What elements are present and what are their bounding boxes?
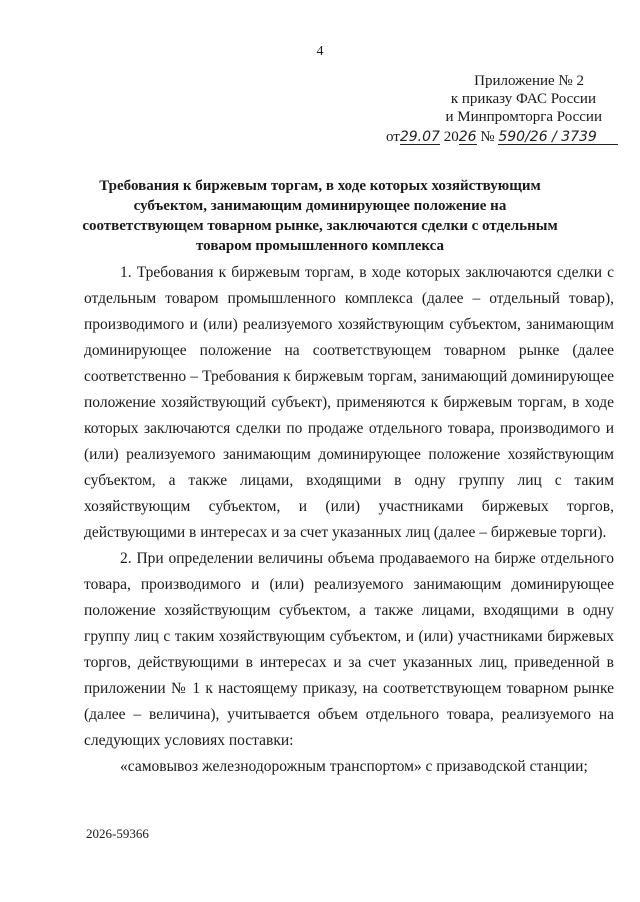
appendix-date-line	[362, 128, 602, 146]
date-prefix: от	[386, 129, 400, 145]
document-body	[84, 260, 614, 780]
document-code: 2026-59366	[86, 826, 149, 841]
document-title: Требования к биржевым торгам, в ходе которых хозяйствующим субъектом, занимающим доминирующее положение на соответствующем товарном рынке, заключаются сделки с отдельным товаром промышленного комплекса	[82, 178, 558, 254]
paragraph-2: 2. При определении величины объема продаваемого на бирже отдельного товара, производимого и (или) реализуемого занимающим доминирующее положение хозяйствующим субъектом, а также лицами, входящими в одну группу лиц с таким хозяйствующим субъектом, и (или) участниками биржевых торгов, действующими в интересах и за счет указанных лиц, приведенной в приложении № 1 к настоящему приказу, на соответствующем товарном рынке (далее – величина), учитывается объем отдельного товара, реализуемого на следующих условиях поставки:	[84, 550, 614, 749]
year-prefix: 20	[443, 129, 459, 145]
appendix-title: Приложение № 2	[474, 73, 584, 89]
number-sign: №	[480, 129, 495, 145]
appendix-header	[362, 72, 602, 146]
handwritten-order-number: 590/26 / 3739	[498, 130, 618, 145]
page-number: 4	[316, 44, 324, 59]
appendix-order-ref: к приказу ФАС России	[450, 91, 596, 107]
appendix-ministry-ref: и Минпромторга России	[445, 109, 602, 125]
handwritten-year: 26	[458, 129, 477, 145]
paragraph-1: 1. Требования к биржевым торгам, в ходе которых заключаются сделки с отдельным товаром промышленного комплекса (далее – отдельный товар), производимого и (или) реализуемого хозяйствующим субъектом, занимающим доминирующее положение на соответствующем товарном рынке (далее соответственно – Требования к биржевым торгам, занимающий доминирующее положение хозяйствующий субъект), применяются к биржевым торгам, в ходе которых заключаются сделки по продаже отдельного товара, производимого и (или) реализуемого занимающим доминирующее положение хозяйствующим субъектом, а также лицами, входящими в одну группу лиц с таким хозяйствующим субъектом, и (или) участниками биржевых торгов, действующими в интересах и за счет указанных лиц (далее – биржевые торги).	[84, 264, 614, 541]
handwritten-date: 29.07	[399, 129, 440, 145]
paragraph-3: «самовывоз железнодорожным транспортом» с призаводской станции;	[120, 758, 588, 775]
